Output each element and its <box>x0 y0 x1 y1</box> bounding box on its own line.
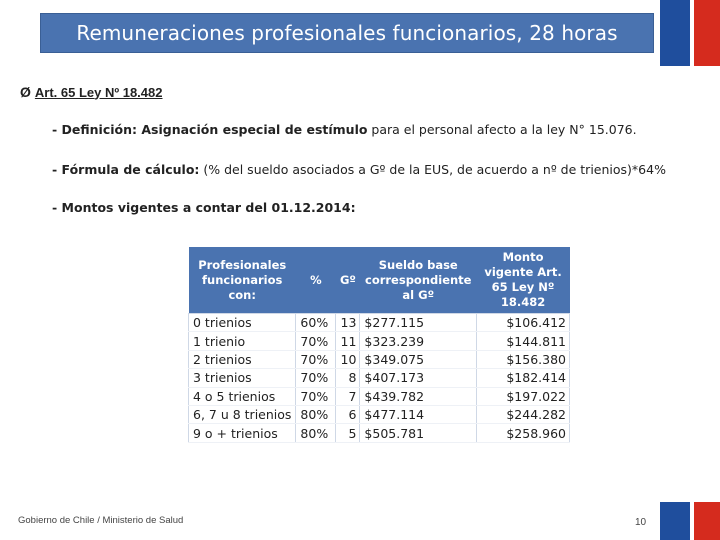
row-sueldo-base: $477.114 <box>360 405 477 423</box>
page-number: 10 <box>635 517 647 528</box>
table-row <box>189 332 570 350</box>
table-row <box>189 369 570 387</box>
row-label: 4 o 5 trienios <box>189 387 296 405</box>
table-header-row <box>189 247 570 314</box>
header-monto-vigente: Monto vigente Art. 65 Ley Nº 18.482 <box>477 247 570 314</box>
row-label: 2 trienios <box>189 350 296 368</box>
row-grado: 6 <box>336 405 360 423</box>
flag-red-stripe <box>690 502 720 540</box>
flag-blue-stripe <box>660 0 690 66</box>
definicion-line <box>52 122 637 137</box>
row-grado: 11 <box>336 332 360 350</box>
row-label: 1 trienio <box>189 332 296 350</box>
row-pct: 80% <box>296 405 336 423</box>
flag-white-stripe <box>690 502 694 540</box>
arrow-bullet-icon: Ø <box>20 84 31 100</box>
row-sueldo-base: $277.115 <box>360 314 477 332</box>
row-pct: 80% <box>296 424 336 442</box>
definicion-text: para el personal afecto a la ley N° 15.076. <box>367 122 637 137</box>
row-grado: 8 <box>336 369 360 387</box>
footer-org: Gobierno de Chile / Ministerio de Salud <box>18 515 184 526</box>
row-label: 0 trienios <box>189 314 296 332</box>
flag-red-stripe <box>690 0 720 66</box>
row-monto-vigente: $258.960 <box>477 424 570 442</box>
row-grado: 7 <box>336 387 360 405</box>
table-row <box>189 387 570 405</box>
slide-title: Remuneraciones profesionales funcionarios, 28 horas <box>76 21 618 45</box>
flag-white-stripe <box>690 0 694 66</box>
table-body <box>189 314 570 443</box>
table-row <box>189 350 570 368</box>
montos-line: - Montos vigentes a contar del 01.12.2014: <box>52 200 356 215</box>
row-grado: 5 <box>336 424 360 442</box>
row-pct: 70% <box>296 350 336 368</box>
row-pct: 70% <box>296 387 336 405</box>
row-monto-vigente: $197.022 <box>477 387 570 405</box>
header-pct: % <box>296 247 336 314</box>
remuneraciones-table <box>188 247 570 443</box>
slide-title-bar <box>40 13 654 53</box>
row-pct: 70% <box>296 369 336 387</box>
row-monto-vigente: $106.412 <box>477 314 570 332</box>
row-sueldo-base: $323.239 <box>360 332 477 350</box>
row-label: 9 o + trienios <box>189 424 296 442</box>
row-pct: 60% <box>296 314 336 332</box>
formula-text: (% del sueldo asociados a Gº de la EUS, de acuerdo a nº de trienios)*64% <box>199 162 666 177</box>
flag-stripe-bottom <box>660 502 720 540</box>
row-grado: 10 <box>336 350 360 368</box>
formula-label: - Fórmula de cálculo: <box>52 162 200 177</box>
header-grado: Gº <box>336 247 360 314</box>
row-sueldo-base: $439.782 <box>360 387 477 405</box>
header-profesionales: Profesionales funcionarios con: <box>189 247 296 314</box>
formula-line <box>52 162 666 177</box>
row-sueldo-base: $505.781 <box>360 424 477 442</box>
header-sueldo-base: Sueldo base correspondiente al Gº <box>360 247 477 314</box>
row-monto-vigente: $244.282 <box>477 405 570 423</box>
definicion-label: - Definición: Asignación especial de estímulo <box>52 122 368 137</box>
row-sueldo-base: $349.075 <box>360 350 477 368</box>
row-label: 3 trienios <box>189 369 296 387</box>
row-monto-vigente: $156.380 <box>477 350 570 368</box>
section-heading <box>20 84 163 100</box>
flag-blue-stripe <box>660 502 690 540</box>
section-heading-label: Art. 65 Ley Nº 18.482 <box>34 84 163 100</box>
row-monto-vigente: $182.414 <box>477 369 570 387</box>
row-monto-vigente: $144.811 <box>477 332 570 350</box>
row-label: 6, 7 u 8 trienios <box>189 405 296 423</box>
row-pct: 70% <box>296 332 336 350</box>
row-sueldo-base: $407.173 <box>360 369 477 387</box>
table-row <box>189 405 570 423</box>
row-grado: 13 <box>336 314 360 332</box>
table-row <box>189 424 570 442</box>
table-row <box>189 314 570 332</box>
flag-stripe-top <box>660 0 720 66</box>
